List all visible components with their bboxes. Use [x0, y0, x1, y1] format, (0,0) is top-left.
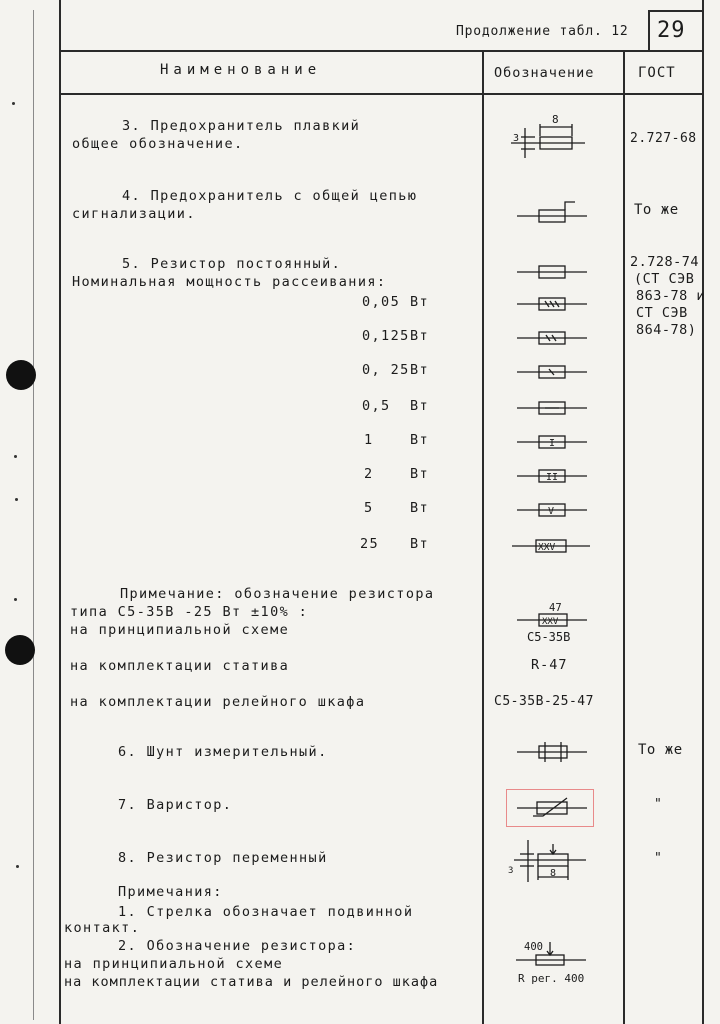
gost-line: 864-78)	[636, 322, 697, 338]
notes-title: Примечания:	[118, 884, 223, 900]
resistor-2w-symbol	[515, 466, 595, 486]
power-6-value: 5	[364, 500, 374, 516]
gost-line: СТ СЭВ	[636, 305, 688, 321]
resistor-0-25w-symbol	[515, 362, 595, 382]
item-5-title: 5. Резистор постоянный.	[122, 256, 342, 272]
fuse-dim-width: 8	[552, 113, 559, 126]
power-mark-5w: V	[548, 506, 555, 517]
power-7-value: 25	[360, 536, 380, 552]
power-1-unit: Вт	[410, 328, 430, 344]
item-3-subtitle: общее обозначение.	[72, 136, 244, 152]
item-7-gost: "	[654, 797, 663, 812]
gost-line: 863-78 и	[636, 288, 706, 304]
page-number: 29	[657, 18, 686, 43]
left-margin-line	[59, 0, 61, 1024]
item-8-gost: "	[654, 851, 663, 866]
gost-line: 2.728-74	[630, 254, 700, 270]
resistor-0-5w-symbol	[515, 398, 595, 418]
gost-line: (СТ СЭВ	[634, 271, 695, 287]
power-2-value: 0, 25	[362, 362, 410, 378]
note-line-4: на комплектации статива	[70, 658, 290, 674]
power-mark-1w: I	[549, 438, 556, 449]
speck	[14, 455, 17, 458]
note-symbol-type: С5-35В	[527, 630, 571, 644]
resistor-1w-symbol	[515, 432, 595, 452]
column-header-gost: ГОСТ	[638, 65, 676, 81]
speck	[14, 598, 17, 601]
item-6-title: 6. Шунт измерительный.	[118, 744, 328, 760]
fuse-symbol	[505, 110, 595, 160]
notes-item-2b: на принципиальной схеме	[64, 956, 284, 972]
notes-item-1b: контакт.	[64, 920, 141, 936]
note-symbol-mark: XXV	[542, 617, 559, 627]
note-designation-cabinet: С5-35В-25-47	[494, 694, 594, 709]
power-5-unit: Вт	[410, 466, 430, 482]
fuse-dim-height: 3	[513, 133, 520, 144]
header-bottom-line	[59, 50, 703, 52]
item-7-title: 7. Варистор.	[118, 797, 233, 813]
note-line-2: типа С5-35В -25 Вт ±10% :	[70, 604, 309, 620]
resistor-5w-symbol	[515, 500, 595, 520]
note-symbol-value: 47	[549, 602, 562, 614]
power-mark-25w: XXV	[538, 542, 556, 553]
shunt-symbol	[515, 740, 595, 764]
notes-symbol-value: 400	[524, 941, 543, 953]
power-5-value: 2	[364, 466, 374, 482]
resistor-25w-symbol	[510, 536, 600, 556]
note-line-3: на принципиальной схеме	[70, 622, 290, 638]
fuse-alarm-symbol	[515, 198, 595, 228]
note-resistor-symbol	[515, 600, 595, 648]
resistor-0-125w-symbol	[515, 328, 595, 348]
variable-resistor-symbol	[500, 838, 592, 884]
column-header-designation: Обозначение	[494, 65, 595, 81]
power-0-unit: Вт	[410, 294, 430, 310]
column-header-bottom-line	[59, 93, 703, 95]
notes-item-2c: на комплектации статива и релейного шкафа	[64, 974, 439, 990]
power-0-value: 0,05	[362, 294, 401, 310]
power-7-unit: Вт	[410, 536, 430, 552]
variable-dim-width: 8	[550, 868, 557, 879]
column-header-name: Наименование	[160, 62, 322, 78]
power-2-unit: Вт	[410, 362, 430, 378]
item-8-title: 8. Резистор переменный	[118, 850, 328, 866]
column-divider-2	[623, 51, 625, 1024]
binder-hole-bottom	[5, 635, 35, 665]
notes-item-1a: 1. Стрелка обозначает подвинной	[118, 904, 414, 920]
item-3-gost: 2.727-68	[630, 131, 697, 146]
item-5-subtitle: Номинальная мощность рассеивания:	[72, 274, 387, 290]
variable-dim-height: 3	[508, 866, 514, 876]
note-designation-rack: R-47	[531, 657, 568, 673]
resistor-symbol	[515, 262, 595, 282]
notes-item-2a: 2. Обозначение резистора:	[118, 938, 357, 954]
column-divider-1	[482, 51, 484, 1024]
power-3-value: 0,5	[362, 398, 391, 414]
note-line-1: Примечание: обозначение резистора	[120, 586, 435, 602]
varistor-symbol	[515, 794, 595, 822]
power-6-unit: Вт	[410, 500, 430, 516]
note-line-5: на комплектации релейного шкафа	[70, 694, 366, 710]
page-number-box-left	[648, 10, 650, 51]
resistor-0-05w-symbol	[515, 294, 595, 314]
power-mark-2w: II	[546, 472, 559, 483]
item-3-title: 3. Предохранитель плавкий	[122, 118, 361, 134]
left-edge-rule	[33, 10, 34, 1020]
power-4-unit: Вт	[410, 432, 430, 448]
item-4-title: 4. Предохранитель с общей цепью	[122, 188, 418, 204]
notes-symbol-label: R рег. 400	[518, 972, 585, 985]
page-number-box-top	[648, 10, 703, 12]
binder-hole-top	[6, 360, 36, 390]
notes-variable-resistor-symbol	[512, 938, 592, 988]
power-4-value: 1	[364, 432, 374, 448]
item-4-subtitle: сигнализации.	[72, 206, 196, 222]
speck	[16, 865, 19, 868]
item-4-gost: То же	[634, 202, 679, 218]
power-3-unit: Вт	[410, 398, 430, 414]
continuation-label: Продолжение табл. 12	[456, 24, 629, 39]
speck	[15, 498, 18, 501]
power-1-value: 0,125	[362, 328, 410, 344]
speck	[12, 102, 15, 105]
item-6-gost: То же	[638, 742, 683, 758]
item-5-gost	[630, 254, 705, 339]
right-frame-line	[702, 0, 704, 1024]
